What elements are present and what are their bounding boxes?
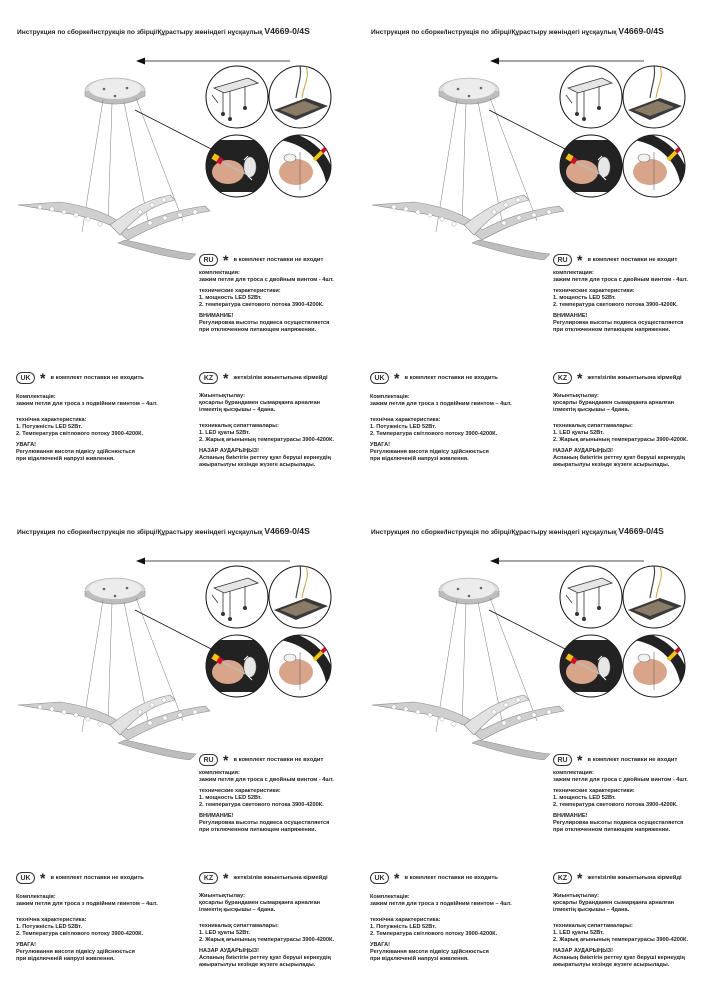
ru-badge: RU	[199, 254, 218, 266]
ru-spec-2: 2. температура светового потока 3900-4200К.	[199, 302, 324, 308]
ru-header	[553, 254, 703, 266]
kz-header	[199, 372, 351, 384]
detail-pointer	[489, 610, 571, 652]
kz-kit-label: Жиынтықтылау:	[553, 893, 600, 899]
detail-cable-clamp	[269, 135, 332, 197]
sheet-title: Инструкция по сборке/Інструкція по збірці/Құрастыру жөніндегі нұсқаулық V4669-0/4S	[17, 26, 310, 36]
uk-header	[16, 872, 176, 884]
ru-spec-1: 1. мощность LED 52Вт.	[199, 795, 262, 801]
kz-spec-2: 2. Жарық ағынының температурасы 3900-4200К.	[199, 437, 335, 443]
uk-not-included: в комплект поставки не входить	[50, 874, 144, 881]
model-number: V4669-0/4S	[264, 526, 310, 536]
sheet-title: Инструкция по сборке/Інструкція по збірці/Құрастыру жөніндегі нұсқаулық V4669-0/4S	[17, 526, 310, 536]
sheet-title: Инструкция по сборке/Інструкція по збірці/Құрастыру жөніндегі нұсқаулық V4669-0/4S	[371, 526, 664, 536]
uk-warn-2: при відключеній напрузі живлення.	[16, 456, 115, 462]
ru-spec-2: 2. температура светового потока 3900-4200К.	[199, 802, 324, 808]
ru-spec-label: технические характеристики:	[199, 288, 281, 294]
kz-badge: KZ	[553, 872, 572, 884]
kz-spec-2: 2. Жарық ағынының температурасы 3900-4200К.	[553, 937, 689, 943]
assembly-illustration	[0, 540, 353, 760]
uk-warn-label: УВАГА!	[16, 942, 37, 948]
kz-section	[199, 872, 351, 969]
ru-kit-text: зажим петля для троса с двойным винтом - 4шт.	[199, 777, 334, 783]
arrow-head	[490, 58, 499, 65]
uk-not-included: в комплект поставки не входить	[404, 874, 498, 881]
kz-spec-1: 1. LED қуаты 52Вт.	[199, 430, 250, 436]
kz-warn-1: Аспаның биіктігін реттеу қуат беруші кернеудің	[553, 455, 685, 461]
asterisk-icon: *	[394, 870, 400, 886]
kz-section	[553, 872, 705, 969]
kz-kit-text-1: қосарлы бұрандамен сымарқанға арналған	[199, 900, 321, 906]
kz-not-included: жеткізілім жиынтығына кірмейді	[587, 374, 682, 381]
chandelier-ring	[18, 195, 210, 260]
arrow-head	[136, 558, 145, 565]
kz-spec-2: 2. Жарық ағынының температурасы 3900-4200К.	[199, 937, 335, 943]
ru-section	[553, 254, 703, 334]
kz-warn-1: Аспаның биіктігін реттеу қуат беруші кернеудің	[199, 955, 331, 961]
kz-kit-text-2: ілмектің қысқышы – 4дана.	[199, 407, 276, 413]
ru-warn-label: ВНИМАНИЕ!	[553, 313, 588, 319]
assembly-illustration	[0, 40, 353, 260]
uk-spec-1: 1. Потужність LED 52Вт.	[16, 424, 83, 430]
uk-section	[16, 372, 176, 463]
asterisk-icon: *	[577, 370, 583, 386]
uk-kit-label: Комплектація:	[16, 894, 56, 900]
kz-warn-label: НАЗАР АУДАРЫҢЫЗ!	[553, 448, 614, 454]
detail-cable-clamp	[269, 635, 332, 697]
kz-warn-2: ажыратылуы кезінде жүзеге асырылады.	[553, 462, 670, 468]
detail-screwdriver-adjust	[560, 135, 622, 197]
ceiling-canopy	[85, 78, 145, 104]
uk-warn-1: Регулювання висоти підвісу здійснюється	[370, 949, 489, 955]
kz-spec-1: 1. LED қуаты 52Вт.	[199, 930, 250, 936]
uk-kit-text: зажим петля для троса з подвійним гвинтом – 4шт.	[370, 901, 512, 907]
ru-not-included: в комплект поставки не входит	[587, 256, 678, 263]
ru-warn-1: Регулировка высоты подвеса осуществляется	[553, 320, 684, 326]
kz-kit-label: Жиынтықтылау:	[199, 393, 246, 399]
uk-section	[370, 872, 530, 963]
uk-spec-1: 1. Потужність LED 52Вт.	[370, 424, 437, 430]
uk-not-included: в комплект поставки не входить	[404, 374, 498, 381]
assembly-illustration	[354, 540, 707, 760]
kz-spec-2: 2. Жарық ағынының температурасы 3900-4200К.	[553, 437, 689, 443]
ru-warn-1: Регулировка высоты подвеса осуществляется	[553, 820, 684, 826]
asterisk-icon: *	[223, 370, 229, 386]
detail-driver-box	[623, 566, 685, 628]
detail-bracket-mounting	[560, 566, 622, 628]
kz-warn-label: НАЗАР АУДАРЫҢЫЗ!	[553, 948, 614, 954]
detail-bracket-mounting	[560, 66, 622, 128]
ru-header	[199, 254, 349, 266]
model-number: V4669-0/4S	[618, 526, 664, 536]
uk-kit-label: Комплектація:	[370, 894, 410, 900]
uk-warn-2: при відключеній напрузі живлення.	[16, 956, 115, 962]
kz-warn-2: ажыратылуы кезінде жүзеге асырылады.	[199, 462, 316, 468]
ru-kit-text: зажим петля для троса с двойным винтом - 4шт.	[199, 277, 334, 283]
arrow-head	[136, 58, 145, 65]
ru-warn-2: при отключенном питающем напряжении.	[199, 827, 317, 833]
uk-warn-2: при відключеній напрузі живлення.	[370, 456, 469, 462]
ru-warn-2: при отключенном питающем напряжении.	[199, 327, 317, 333]
detail-driver-box	[623, 66, 685, 128]
asterisk-icon: *	[577, 870, 583, 886]
uk-spec-1: 1. Потужність LED 52Вт.	[16, 924, 83, 930]
uk-spec-label: технічна характеристика:	[16, 417, 87, 423]
kz-not-included: жеткізілім жиынтығына кірмейді	[587, 874, 682, 881]
chandelier-ring	[372, 695, 564, 760]
ru-section	[553, 754, 703, 834]
kz-kit-text-2: ілмектің қысқышы – 4дана.	[553, 907, 630, 913]
kz-kit-label: Жиынтықтылау:	[553, 393, 600, 399]
kz-warn-label: НАЗАР АУДАРЫҢЫЗ!	[199, 948, 260, 954]
asterisk-icon: *	[223, 252, 229, 268]
instruction-panel-4	[354, 500, 707, 1000]
kz-kit-text-1: қосарлы бұрандамен сымарқанға арналған	[553, 400, 675, 406]
uk-header	[370, 872, 530, 884]
ru-kit-text: зажим петля для троса с двойным винтом - 4шт.	[553, 777, 688, 783]
ru-warn-label: ВНИМАНИЕ!	[199, 813, 234, 819]
assembly-illustration	[354, 40, 707, 260]
uk-kit-label: Комплектація:	[370, 394, 410, 400]
uk-kit-label: Комплектація:	[16, 394, 56, 400]
ru-spec-label: технические характеристики:	[199, 788, 281, 794]
uk-spec-label: технічна характеристика:	[16, 917, 87, 923]
detail-bracket-mounting	[206, 566, 268, 628]
uk-badge: UK	[370, 872, 389, 884]
ru-warn-1: Регулировка высоты подвеса осуществляется	[199, 820, 330, 826]
ru-section	[199, 254, 349, 334]
detail-cable-clamp	[623, 135, 686, 197]
ru-warn-2: при отключенном питающем напряжении.	[553, 827, 671, 833]
ru-not-included: в комплект поставки не входит	[233, 756, 324, 763]
ru-not-included: в комплект поставки не входит	[587, 756, 678, 763]
ru-warn-label: ВНИМАНИЕ!	[553, 813, 588, 819]
kz-spec-label: техникалық сипаттамалары:	[553, 923, 633, 929]
uk-not-included: в комплект поставки не входить	[50, 374, 144, 381]
asterisk-icon: *	[223, 870, 229, 886]
asterisk-icon: *	[40, 370, 46, 386]
ceiling-canopy	[85, 578, 145, 604]
detail-pointer	[489, 110, 571, 152]
asterisk-icon: *	[577, 752, 583, 768]
ru-spec-1: 1. мощность LED 52Вт.	[199, 295, 262, 301]
kz-warn-label: НАЗАР АУДАРЫҢЫЗ!	[199, 448, 260, 454]
ceiling-canopy	[439, 578, 499, 604]
uk-warn-label: УВАГА!	[16, 442, 37, 448]
kz-warn-1: Аспаның биіктігін реттеу қуат беруші кернеудің	[553, 955, 685, 961]
uk-badge: UK	[16, 872, 35, 884]
ru-kit-label: комплектация:	[553, 270, 594, 276]
kz-warn-2: ажыратылуы кезінде жүзеге асырылады.	[553, 962, 670, 968]
uk-warn-1: Регулювання висоти підвісу здійснюється	[16, 449, 135, 455]
sheet-title: Инструкция по сборке/Інструкція по збірці/Құрастыру жөніндегі нұсқаулық V4669-0/4S	[371, 26, 664, 36]
uk-spec-2: 2. Температура світлового потоку 3900-4200К.	[16, 431, 144, 437]
uk-spec-label: технічна характеристика:	[370, 917, 441, 923]
uk-warn-label: УВАГА!	[370, 942, 391, 948]
uk-kit-text: зажим петля для троса з подвійним гвинтом – 4шт.	[16, 401, 158, 407]
kz-kit-label: Жиынтықтылау:	[199, 893, 246, 899]
kz-header	[553, 372, 705, 384]
detail-screwdriver-adjust	[206, 635, 268, 697]
asterisk-icon: *	[40, 870, 46, 886]
uk-warn-1: Регулювання висоти підвісу здійснюється	[370, 449, 489, 455]
uk-spec-2: 2. Температура світлового потоку 3900-4200К.	[370, 431, 498, 437]
ru-badge: RU	[553, 754, 572, 766]
detail-cable-clamp	[623, 635, 686, 697]
ru-spec-1: 1. мощность LED 52Вт.	[553, 795, 616, 801]
uk-header	[16, 372, 176, 384]
kz-spec-label: техникалық сипаттамалары:	[199, 423, 279, 429]
ru-spec-label: технические характеристики:	[553, 788, 635, 794]
ru-header	[553, 754, 703, 766]
ru-warn-1: Регулировка высоты подвеса осуществляется	[199, 320, 330, 326]
uk-spec-2: 2. Температура світлового потоку 3900-4200К.	[16, 931, 144, 937]
kz-badge: KZ	[553, 372, 572, 384]
uk-kit-text: зажим петля для троса з подвійним гвинтом – 4шт.	[16, 901, 158, 907]
kz-badge: KZ	[199, 372, 218, 384]
instruction-panel-1	[0, 0, 353, 500]
ru-section	[199, 754, 349, 834]
asterisk-icon: *	[223, 752, 229, 768]
uk-spec-1: 1. Потужність LED 52Вт.	[370, 924, 437, 930]
kz-kit-text-1: қосарлы бұрандамен сымарқанға арналған	[199, 400, 321, 406]
ru-spec-label: технические характеристики:	[553, 288, 635, 294]
kz-kit-text-1: қосарлы бұрандамен сымарқанға арналған	[553, 900, 675, 906]
ru-spec-2: 2. температура светового потока 3900-4200К.	[553, 802, 678, 808]
uk-warn-label: УВАГА!	[370, 442, 391, 448]
asterisk-icon: *	[394, 370, 400, 386]
kz-warn-1: Аспаның биіктігін реттеу қуат беруші кернеудің	[199, 455, 331, 461]
detail-pointer	[135, 110, 217, 152]
ru-spec-1: 1. мощность LED 52Вт.	[553, 295, 616, 301]
uk-warn-2: при відключеній напрузі живлення.	[370, 956, 469, 962]
ru-kit-text: зажим петля для троса с двойным винтом - 4шт.	[553, 277, 688, 283]
ru-not-included: в комплект поставки не входит	[233, 256, 324, 263]
arrow-head	[490, 558, 499, 565]
kz-spec-1: 1. LED қуаты 52Вт.	[553, 430, 604, 436]
detail-driver-box	[269, 66, 331, 128]
ru-kit-label: комплектация:	[199, 770, 240, 776]
ru-warn-2: при отключенном питающем напряжении.	[553, 327, 671, 333]
kz-spec-label: техникалық сипаттамалары:	[553, 423, 633, 429]
detail-pointer	[135, 610, 217, 652]
ceiling-canopy	[439, 78, 499, 104]
kz-warn-2: ажыратылуы кезінде жүзеге асырылады.	[199, 962, 316, 968]
uk-kit-text: зажим петля для троса з подвійним гвинтом – 4шт.	[370, 401, 512, 407]
chandelier-ring	[372, 195, 564, 260]
kz-kit-text-2: ілмектің қысқышы – 4дана.	[199, 907, 276, 913]
ru-kit-label: комплектация:	[199, 270, 240, 276]
ru-header	[199, 754, 349, 766]
uk-section	[16, 872, 176, 963]
uk-header	[370, 372, 530, 384]
kz-header	[199, 872, 351, 884]
kz-not-included: жеткізілім жиынтығына кірмейді	[233, 874, 328, 881]
detail-driver-box	[269, 566, 331, 628]
uk-badge: UK	[370, 372, 389, 384]
instruction-panel-3	[0, 500, 353, 1000]
ru-kit-label: комплектация:	[553, 770, 594, 776]
uk-section	[370, 372, 530, 463]
kz-spec-1: 1. LED қуаты 52Вт.	[553, 930, 604, 936]
asterisk-icon: *	[577, 252, 583, 268]
detail-screwdriver-adjust	[206, 135, 268, 197]
instruction-panel-2	[354, 0, 707, 500]
uk-badge: UK	[16, 372, 35, 384]
kz-kit-text-2: ілмектің қысқышы – 4дана.	[553, 407, 630, 413]
ru-badge: RU	[199, 754, 218, 766]
uk-spec-label: технічна характеристика:	[370, 417, 441, 423]
kz-section	[199, 372, 351, 469]
kz-badge: KZ	[199, 872, 218, 884]
detail-screwdriver-adjust	[560, 635, 622, 697]
chandelier-ring	[18, 695, 210, 760]
kz-not-included: жеткізілім жиынтығына кірмейді	[233, 374, 328, 381]
ru-spec-2: 2. температура светового потока 3900-4200К.	[553, 302, 678, 308]
ru-warn-label: ВНИМАНИЕ!	[199, 313, 234, 319]
detail-bracket-mounting	[206, 66, 268, 128]
model-number: V4669-0/4S	[264, 26, 310, 36]
uk-spec-2: 2. Температура світлового потоку 3900-4200К.	[370, 931, 498, 937]
model-number: V4669-0/4S	[618, 26, 664, 36]
kz-spec-label: техникалық сипаттамалары:	[199, 923, 279, 929]
kz-header	[553, 872, 705, 884]
kz-section	[553, 372, 705, 469]
ru-badge: RU	[553, 254, 572, 266]
uk-warn-1: Регулювання висоти підвісу здійснюється	[16, 949, 135, 955]
